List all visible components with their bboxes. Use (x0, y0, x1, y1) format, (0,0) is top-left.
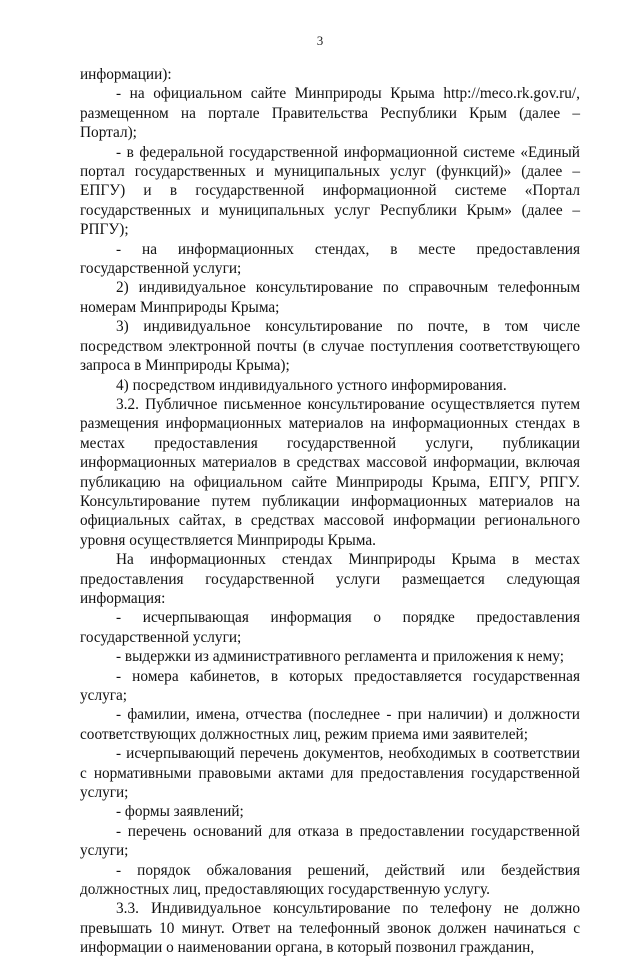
paragraph: 3.3. Индивидуальное консультирование по телефону не должно превышать 10 минут. Ответ на телефонный звонок должен начинаться с информации о наименовании органа, в который позвонил гражданин, (80, 900, 580, 957)
list-item: - формы заявлений; (116, 803, 244, 821)
paragraph: информации): (80, 66, 172, 83)
list-item: - выдержки из административного регламента и приложения к нему; (116, 648, 564, 666)
paragraph: - на информационных стендах, в месте предоставления государственной услуги; (80, 240, 580, 278)
paragraph: - на официальном сайте Минприроды Крыма http://meco.rk.gov.ru/, размещенном на портале Правительства Республики Крым (далее – Портал); (80, 85, 580, 142)
list-item: - исчерпывающий перечень документов, необходимых в соответствии с нормативными правовыми актами для предоставления государственной услуги; (80, 745, 580, 802)
paragraph: 4) посредством индивидуального устного информирования. (116, 376, 507, 394)
list-item: - номера кабинетов, в которых предоставляется государственная услуга; (80, 667, 580, 704)
paragraph: - в федеральной государственной информационной системе «Единый портал государственных и муниципальных услуг (функций)» (далее – ЕПГУ) и в государственной информационной системе «Портал государственных и муниципальных услуг Республики Крым» (далее – РПГУ); (80, 143, 580, 239)
paragraph: 3.2. Публичное письменное консультирование осуществляется путем размещения информационных материалов на информационных стендах в местах предоставления государственной услуги, публикации информационных материалов в средствах массовой информации, включая публикацию на официальном сайте Минприроды Крыма, ЕПГУ, РПГУ. Консультирование путем публикации информационных материалов на официальных сайтах, в средствах массовой информации регионального уровня осуществляется Минприроды Крыма. (80, 395, 580, 549)
list-item: - порядок обжалования решений, действий или бездействия должностных лиц, предоставляющих государственную услугу. (80, 861, 580, 899)
list-item: - фамилии, имена, отчества (последнее - при наличии) и должности соответствующих должностных лиц, режим приема ими заявителей; (80, 706, 580, 743)
paragraph: На информационных стендах Минприроды Крыма в местах предоставления государственной услуги размещается следующая информация: (80, 551, 580, 607)
list-item: - перечень оснований для отказа в предоставлении государственной услуги; (80, 822, 580, 860)
page-number: 3 (316, 33, 324, 48)
list-item: - исчерпывающая информация о порядке предоставления государственной услуги; (80, 609, 580, 646)
document-body (80, 65, 580, 958)
paragraph: 2) индивидуальное консультирование по справочным телефонным номерам Минприроды Крыма; (80, 279, 580, 316)
paragraph: 3) индивидуальное консультирование по почте, в том числе посредством электронной почты (в случае поступления соответствующего запроса в Минприроды Крыма); (80, 318, 580, 375)
